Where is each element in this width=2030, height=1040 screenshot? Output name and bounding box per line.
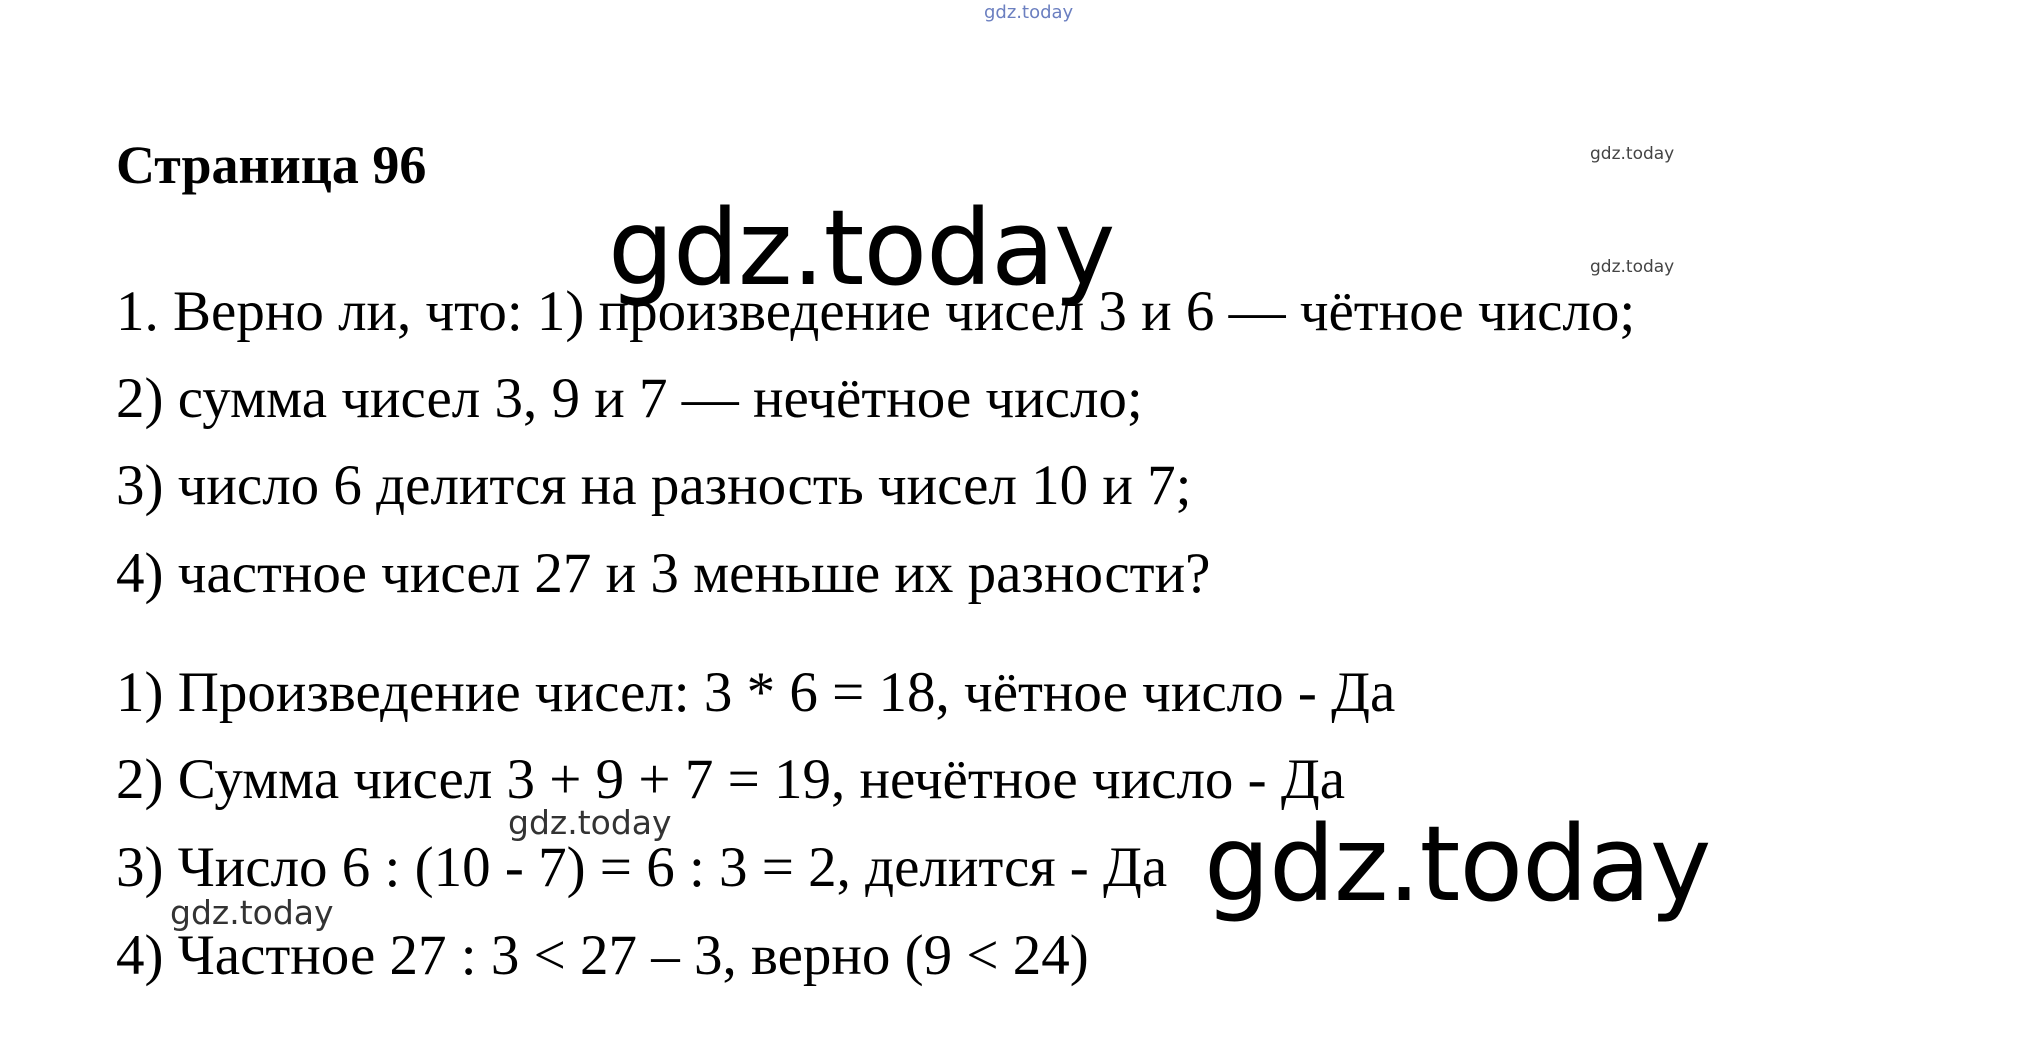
watermark-medium-1: gdz.today: [508, 803, 672, 842]
answer-line-1: 1) Произведение чисел: 3 * 6 = 18, чётное число - Да: [116, 661, 1396, 724]
answer-line-4: 4) Частное 27 : 3 < 27 – 3, верно (9 < 24): [116, 924, 1089, 987]
answer-line-3: 3) Число 6 : (10 - 7) = 6 : 3 = 2, делится - Да: [116, 836, 1168, 899]
watermark-top: gdz.today: [984, 2, 1074, 23]
watermark-small-right-2: gdz.today: [1590, 257, 1675, 277]
question-line-2: 2) сумма чисел 3, 9 и 7 — нечётное число;: [116, 367, 1143, 430]
answer-line-2: 2) Сумма чисел 3 + 9 + 7 = 19, нечётное число - Да: [116, 748, 1346, 811]
question-line-4: 4) частное чисел 27 и 3 меньше их разности?: [116, 542, 1211, 605]
watermark-small-right-1: gdz.today: [1590, 144, 1675, 164]
question-line-1: 1. Верно ли, что: 1) произведение чисел 3 и 6 — чётное число;: [116, 280, 1636, 343]
page-title: Страница 96: [116, 135, 427, 195]
question-line-3: 3) число 6 делится на разность чисел 10 и 7;: [116, 454, 1192, 517]
watermark-medium-2: gdz.today: [170, 893, 334, 932]
watermark-large-1: gdz.today: [608, 187, 1115, 309]
watermark-large-2: gdz.today: [1204, 803, 1711, 925]
